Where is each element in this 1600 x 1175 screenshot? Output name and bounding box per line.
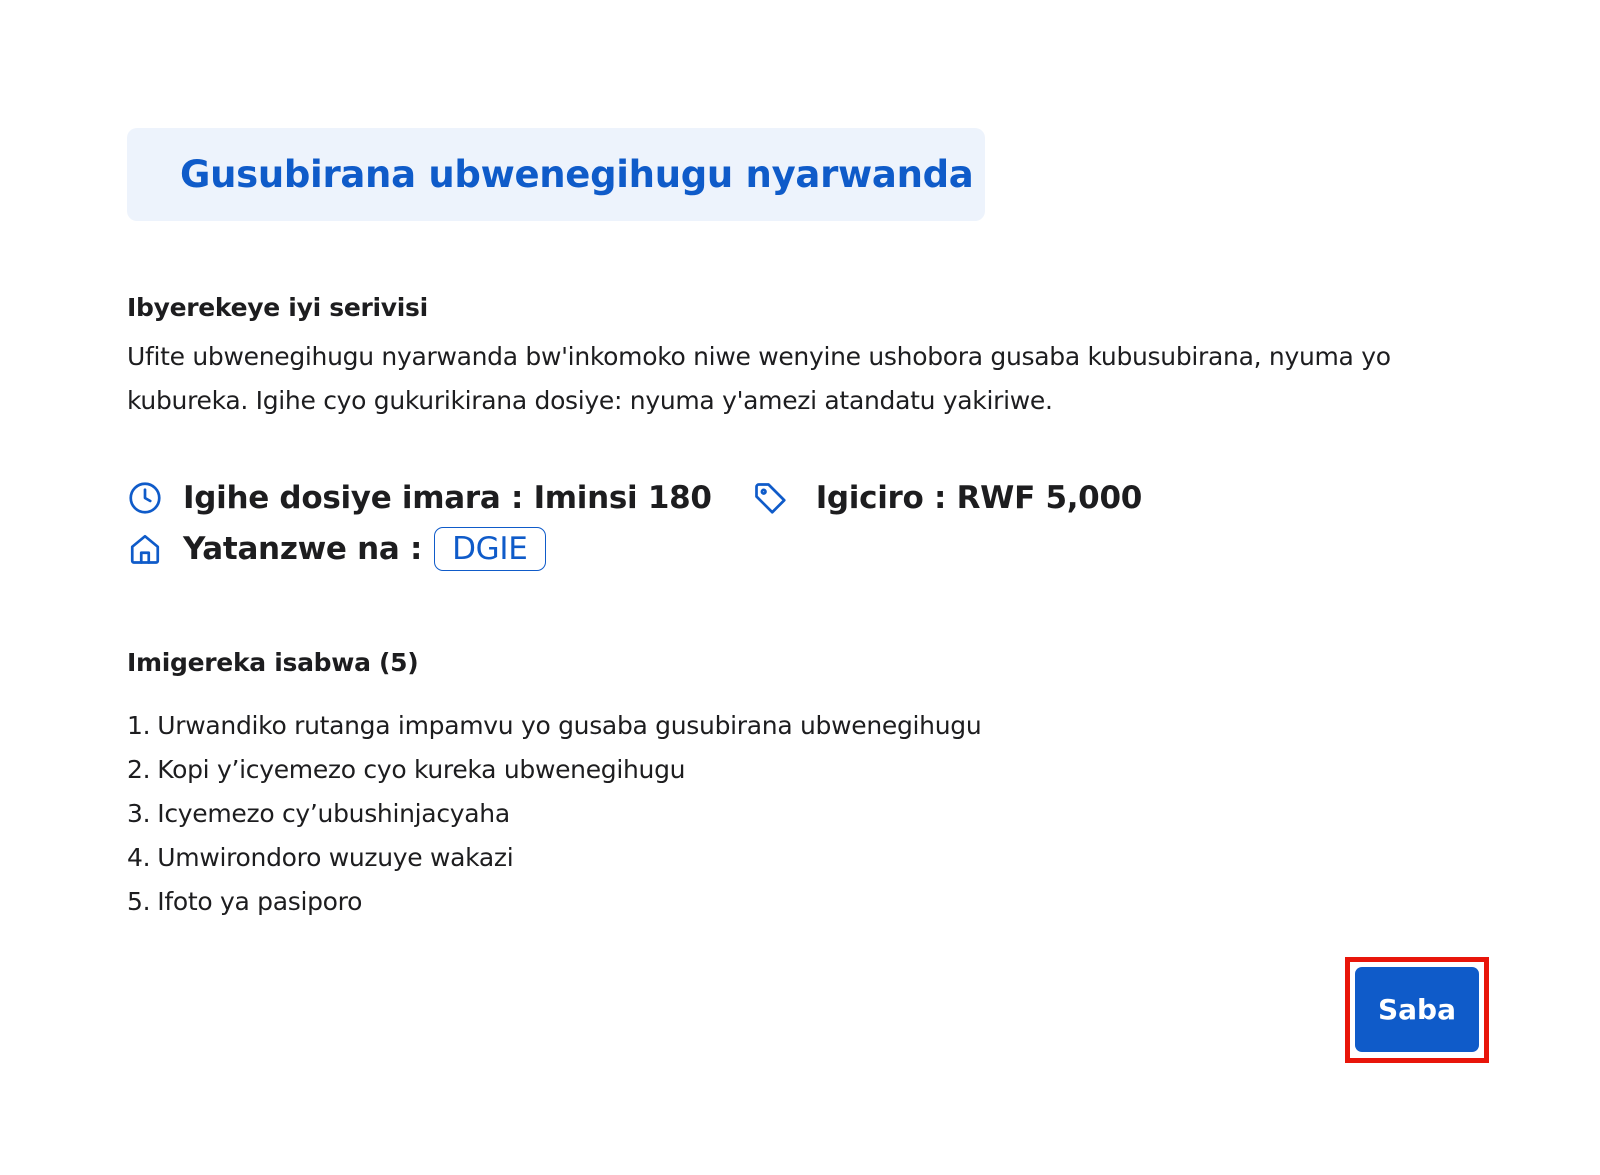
required-documents-list: [127, 704, 981, 924]
list-item: 4. Umwirondoro wuzuye wakazi: [127, 843, 514, 872]
clock-icon: [127, 480, 163, 516]
list-item: 5. Ifoto ya pasiporo: [127, 887, 363, 916]
provider-label: Yatanzwe na :: [183, 531, 423, 567]
list-item: 2. Kopi y’icyemezo cyo kureka ubwenegihugu: [127, 755, 686, 784]
agency-badge[interactable]: DGIE: [434, 527, 545, 571]
list-item: 3. Icyemezo cy’ubushinjacyaha: [127, 799, 510, 828]
service-meta-row: [127, 476, 1142, 520]
price-tag-icon: [752, 480, 788, 516]
list-item: 1. Urwandiko rutanga impamvu yo gusaba gusubirana ubwenegihugu: [127, 711, 982, 740]
required-documents-heading: Imigereka isabwa (5): [127, 648, 419, 677]
home-icon: [127, 531, 163, 567]
processing-time: Igihe dosiye imara : Iminsi 180: [183, 480, 712, 516]
apply-button[interactable]: Saba: [1355, 967, 1479, 1052]
about-description: Ufite ubwenegihugu nyarwanda bw'inkomoko niwe wenyine ushobora gusaba kubusubirana, nyuma yo kubureka. Igihe cyo gukurikirana dosiye: nyuma y'amezi atandatu yakiriwe.: [127, 342, 1391, 415]
about-heading: Ibyerekeye iyi serivisi: [127, 293, 428, 322]
provider-row: [127, 524, 546, 574]
service-price: Igiciro : RWF 5,000: [815, 480, 1142, 516]
service-title-card: [127, 128, 985, 221]
page-title: Gusubirana ubwenegihugu nyarwanda: [180, 153, 974, 196]
